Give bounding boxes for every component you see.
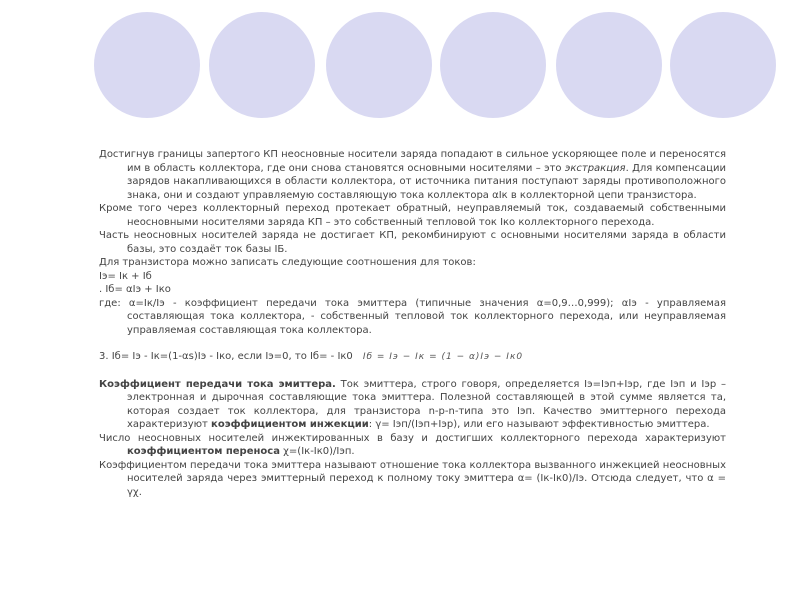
equation-base-current: . Iб= αIэ + Iко (99, 284, 171, 295)
paragraph-text: Число неосновных носителей инжектированных в базу и достигших коллекторного перехода характеризуют (99, 432, 726, 444)
circle-3 (326, 12, 432, 118)
paragraph-text: Ток эмиттера, строго говоря, определяется Iэ=Iэп+Iэр, где Iэп и Iэр – электронная и дырочная составляющие тока эмиттера. Полезной составляющей в этой сумме является та, которая создает ток коллектора, для транзистора n-p-n-типа это Iэп. Качество эмиттерного перехода характеризуют (127, 378, 726, 430)
term-transfer-coefficient: коэффициентом переноса (127, 446, 280, 457)
paragraph-text: Достигнув границы запертого КП неосновные носители заряда попадают в сильное ускоряющее поле и переносятся им в область коллектора, где они снова становятся основными носителями – это (99, 149, 726, 174)
paragraph-thermal-current: Кроме того через коллекторный переход протекает обратный, неуправляемый ток, создаваемый собственными неосновными носителями заряда КП – это собственный тепловой ток Iко коллекторного перехода. (99, 203, 726, 228)
paragraph-extraction (99, 148, 726, 202)
circle-6 (670, 12, 776, 118)
paragraph-base-current: Часть неосновных носителей заряда не достигает КП, рекомбинируют с основными носителями заряда в области базы, это создаёт ток базы IБ. (99, 230, 726, 255)
slide-body (99, 148, 726, 499)
circle-5 (556, 12, 662, 118)
term-injection-coefficient: коэффициентом инжекции (211, 419, 369, 430)
paragraph-text: χ=(Iк-Iк0)/Iэп. (279, 446, 355, 457)
equation-emitter-current: Iэ= Iк + Iб (99, 270, 152, 282)
circle-2 (209, 12, 315, 118)
paragraph-relations-intro: Для транзистора можно записать следующие соотношения для токов: (99, 257, 476, 268)
paragraph-alpha-relation: Коэффициентом передачи тока эмиттера называют отношение тока коллектора вызванного инжекцией неосновных носителей заряда через эмиттерный переход к полному току эмиттера α= (Iк-Iк0)/Iэ. Отсюда следует, что α = γχ. (99, 459, 726, 498)
paragraph-transfer-coefficient (99, 432, 726, 459)
paragraph-text: . Для компенсации зарядов накапливающихся в области коллектора, от источника питания поступают заряды противоположного знака, они и создают управляемую составляющую тока коллектора αIк в коллекторной цепи транзистора. (127, 162, 726, 201)
circle-4 (440, 12, 546, 118)
paragraph-emitter-coefficient (99, 378, 726, 432)
paragraph-text: : γ= Iэп/(Iэп+Iэр), или его называют эффективностью эмиттера. (368, 419, 710, 430)
term-extraction: экстракция (564, 162, 626, 174)
equation-base-current-3 (99, 350, 726, 365)
circle-1 (94, 12, 200, 118)
heading-emitter-coefficient: Коэффициент передачи тока эмиттера. (99, 378, 336, 390)
paragraph-alpha-definition: где: α=Iк/Iэ - коэффициент передачи тока эмиттера (типичные значения α=0,9…0,999); αIэ - управляемая составляющая тока коллектора, - собственный тепловой ток коллекторного перехода, или неуправляемая управляемая составляющая тока коллектора. (99, 297, 726, 336)
spacer (99, 365, 726, 378)
formula-overlay: Iб = Iэ − Iк = (1 − α)Iэ − Iк0 (362, 352, 524, 362)
spacer (99, 337, 726, 350)
equation-text: 3. Iб= Iэ - Iк=(1-αs)Iэ - Iко, если Iэ=0, то Iб= - Iк0 (99, 351, 353, 362)
